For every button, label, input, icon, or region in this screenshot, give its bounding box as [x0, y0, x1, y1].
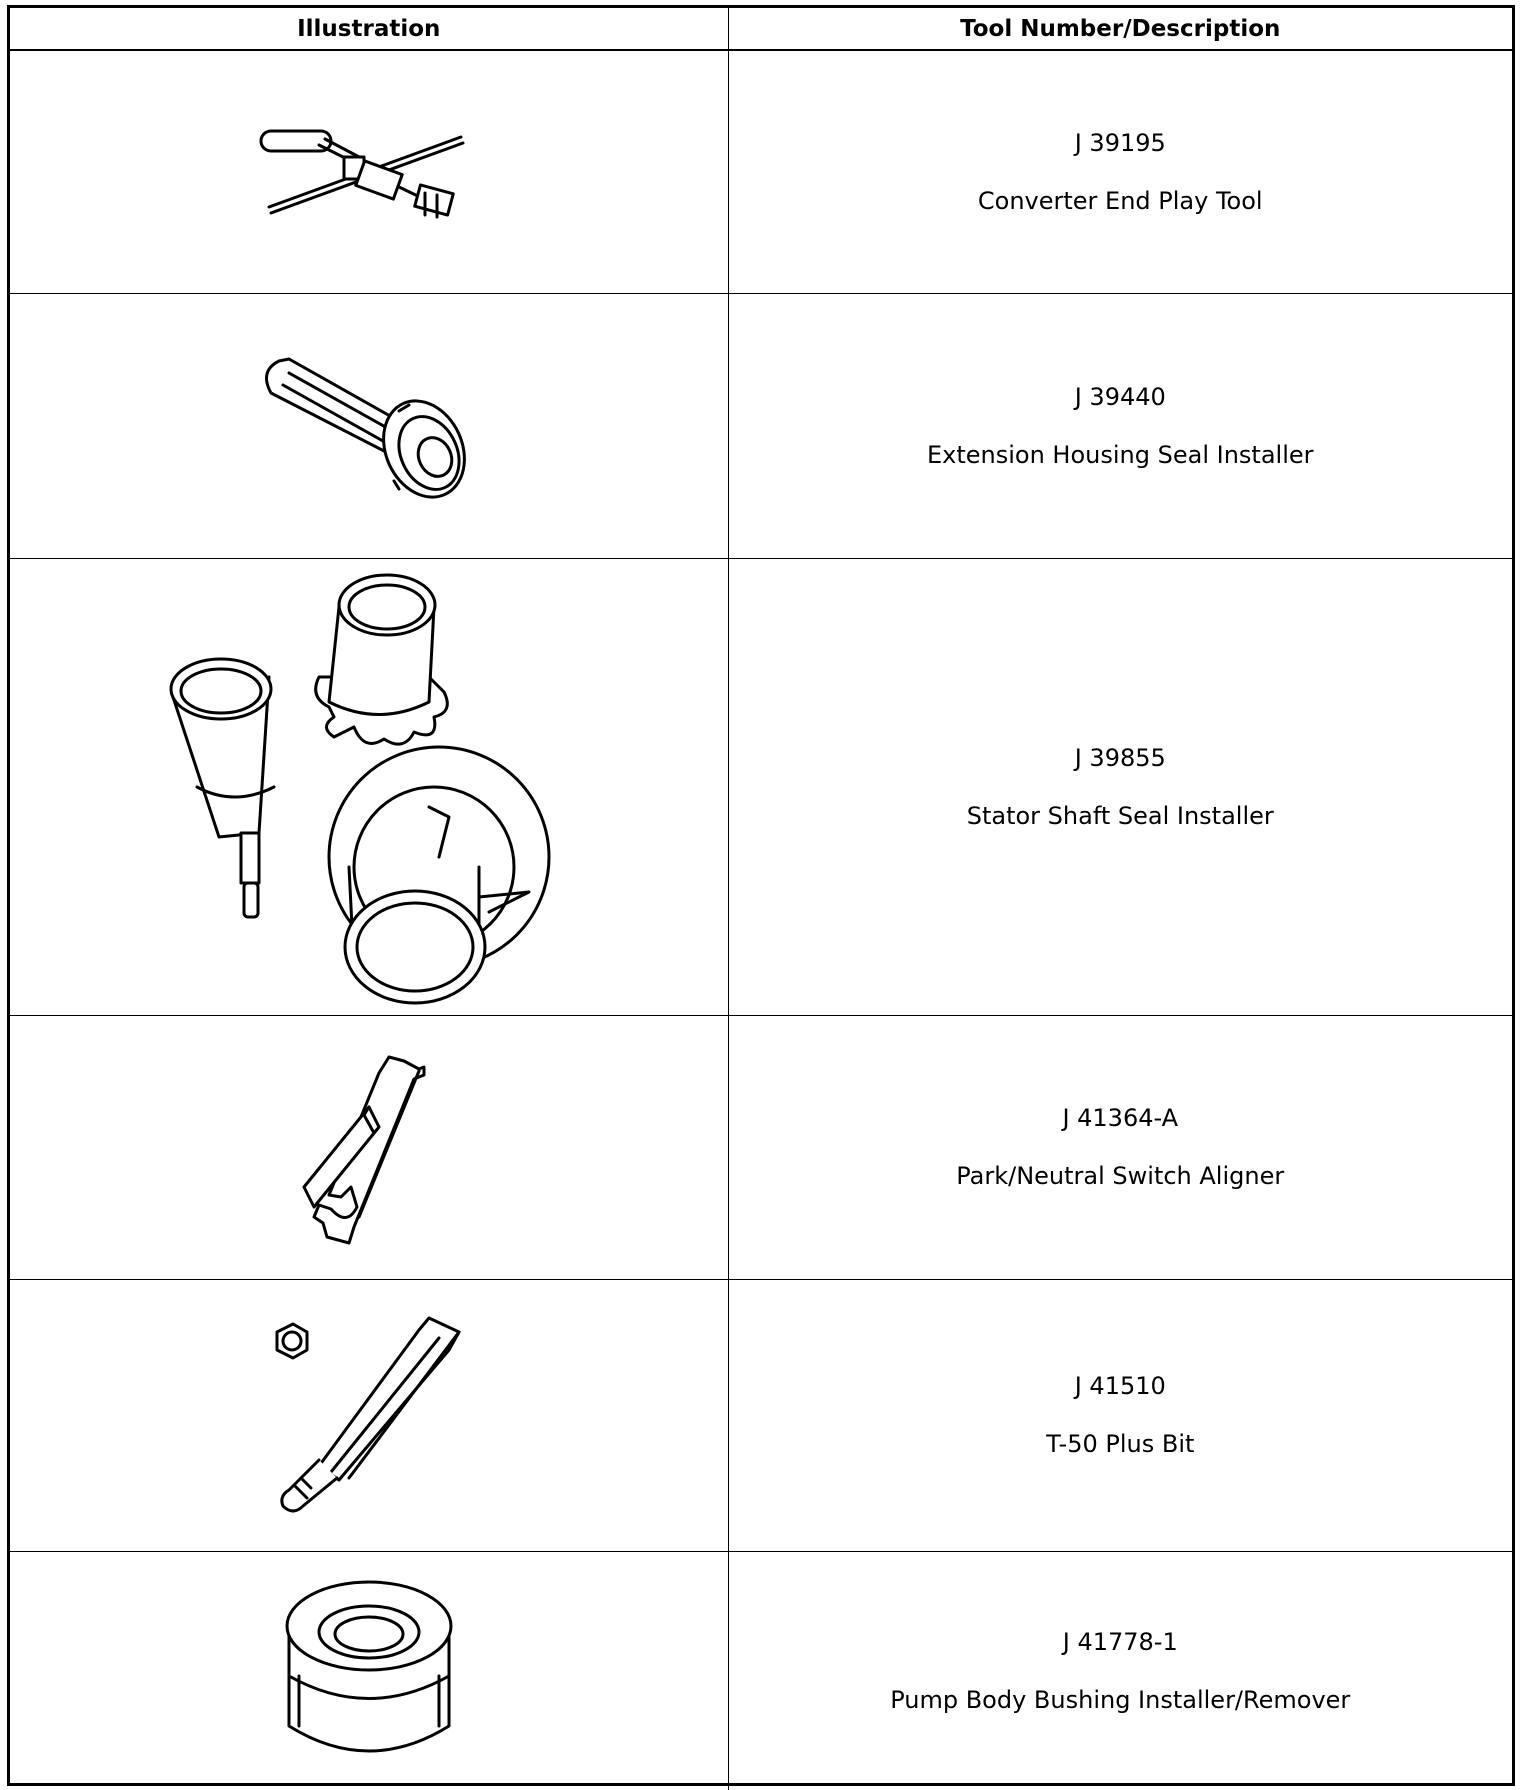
table-header-row: [10, 8, 1512, 50]
tool-description: Stator Shaft Seal Installer: [966, 801, 1274, 830]
tool-number: J 39195: [1074, 128, 1166, 157]
tool-description-cell: [728, 293, 1512, 558]
table-row: [10, 558, 1512, 1015]
converter-end-play-tool-illustration: [249, 117, 489, 227]
tool-number: J 39440: [1074, 382, 1166, 411]
tool-description: T-50 Plus Bit: [1046, 1430, 1195, 1458]
pump-body-bushing-installer-illustration: [269, 1576, 469, 1766]
illustration-cell: [10, 1279, 728, 1551]
park-neutral-switch-aligner-illustration: [269, 1047, 469, 1247]
header-illustration: Illustration: [10, 8, 728, 50]
table-row: [10, 293, 1512, 558]
tool-description: Converter End Play Tool: [977, 186, 1263, 215]
illustration-cell: [10, 293, 728, 558]
tool-description-cell: [728, 558, 1512, 1015]
table-row: [10, 1279, 1512, 1551]
illustration-cell: [10, 558, 728, 1015]
tool-number: J 39855: [1074, 743, 1166, 772]
tool-description-cell: [728, 1279, 1512, 1551]
stator-shaft-seal-installer-illustration: [159, 567, 579, 1007]
tool-description: Pump Body Bushing Installer/Remover: [890, 1685, 1351, 1714]
tool-number: J 41510: [1074, 1372, 1166, 1400]
t50-plus-bit-illustration: [249, 1310, 489, 1520]
header-tool-number-description: Tool Number/Description: [728, 8, 1512, 50]
illustration-cell: [10, 1015, 728, 1279]
special-tools-table-frame: [7, 5, 1515, 1786]
tool-description-cell: [728, 1551, 1512, 1790]
table-row: [10, 1015, 1512, 1279]
extension-housing-seal-installer-illustration: [249, 341, 489, 511]
tool-description: Extension Housing Seal Installer: [926, 440, 1314, 469]
special-tools-table: [10, 8, 1512, 1790]
illustration-cell: [10, 1551, 728, 1790]
tool-description-cell: [728, 50, 1512, 293]
tool-number: J 41778-1: [1062, 1627, 1178, 1656]
illustration-cell: [10, 50, 728, 293]
tool-description-cell: [728, 1015, 1512, 1279]
tool-description: Park/Neutral Switch Aligner: [956, 1162, 1285, 1190]
table-row: [10, 1551, 1512, 1790]
table-row: [10, 50, 1512, 293]
tool-number: J 41364-A: [1062, 1104, 1179, 1132]
